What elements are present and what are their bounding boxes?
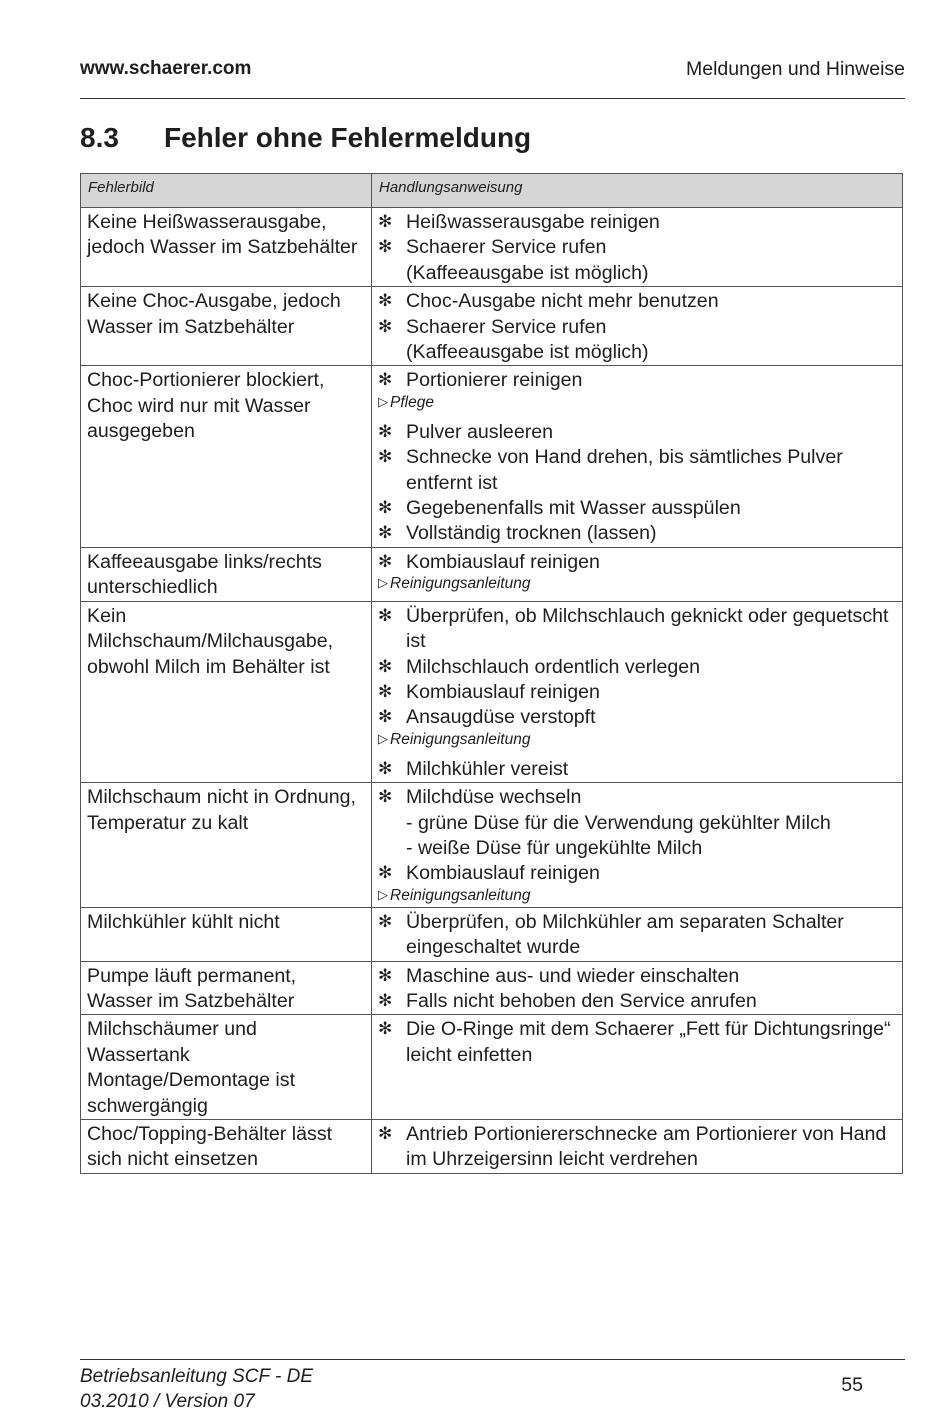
bullet-icon: ✻ (378, 990, 393, 1011)
table-row (81, 547, 903, 601)
action-text: Die O-Ringe mit dem Schaerer „Fett für Dichtungsringe“ leicht einfetten (406, 1018, 891, 1066)
bullet-icon: ✻ (378, 1124, 393, 1144)
action-note: - weiße Düse für ungekühlte Milch (406, 836, 703, 859)
bullet-icon: ✻ (378, 707, 393, 728)
action-item (378, 315, 896, 340)
action-item (378, 289, 896, 314)
action-text: Falls nicht behoben den Service anrufen (406, 989, 757, 1012)
section-title: Meldungen und Hinweise (686, 58, 905, 80)
document-title: Betriebsanleitung SCF - DE (80, 1366, 314, 1387)
triangle-right-icon: ▷ (378, 731, 388, 747)
fault-description: Kaffeeausgabe links/rechts unterschiedlich (81, 547, 372, 601)
chapter-heading (80, 122, 531, 154)
bullet-icon: ✻ (378, 447, 393, 468)
action-cell (372, 601, 903, 782)
bullet-icon: ✻ (378, 1019, 393, 1040)
action-item (378, 910, 896, 961)
page-number: 55 (841, 1374, 863, 1396)
triangle-right-icon: ▷ (378, 887, 388, 903)
reference-text: Reinigungsanleitung (390, 730, 531, 748)
table-row (81, 961, 903, 1015)
action-item (378, 235, 896, 260)
action-text: Maschine aus- und wieder einschalten (406, 964, 740, 987)
bullet-icon: ✻ (378, 863, 393, 884)
action-cell (372, 547, 903, 601)
bullet-icon: ✻ (378, 681, 393, 702)
action-item (378, 496, 896, 521)
chapter-title: Fehler ohne Fehlermeldung (164, 122, 532, 153)
action-note: (Kaffeeausgabe ist möglich) (406, 261, 649, 284)
fault-description: Choc-Portionierer blockiert, Choc wird nur mit Wasser ausgegeben (81, 366, 372, 547)
action-cell (372, 1015, 903, 1120)
page-header (80, 58, 905, 99)
action-cell (372, 783, 903, 908)
action-item (378, 604, 896, 655)
action-text: Choc-Ausgabe nicht mehr benutzen (406, 290, 719, 313)
bullet-icon: ✻ (378, 656, 393, 677)
fault-description: Pumpe läuft permanent, Wasser im Satzbehälter (81, 961, 372, 1015)
action-text: Gegebenenfalls mit Wasser ausspülen (406, 497, 741, 520)
triangle-right-icon: ▷ (378, 394, 388, 410)
action-item (378, 680, 896, 705)
chapter-number: 8.3 (80, 122, 119, 153)
fault-description: Keine Heißwasserausgabe, jedoch Wasser im Satzbehälter (81, 208, 372, 287)
table-row (81, 1015, 903, 1120)
table-header-row (81, 174, 903, 208)
action-text: Schaerer Service rufen (406, 315, 607, 338)
reference-text: Reinigungsanleitung (390, 575, 531, 593)
table-row (81, 287, 903, 366)
action-item (378, 705, 896, 730)
action-item (378, 757, 896, 782)
action-item (378, 989, 896, 1014)
action-text: Milchschlauch ordentlich verlegen (406, 655, 701, 678)
fault-description: Keine Choc-Ausgabe, jedoch Wasser im Satzbehälter (81, 287, 372, 366)
table-row (81, 907, 903, 961)
table-row (81, 208, 903, 287)
bullet-icon: ✻ (378, 758, 393, 779)
action-item (378, 785, 896, 810)
action-cell (372, 366, 903, 547)
action-text: Schnecke von Hand drehen, bis sämtliches Pulver entfernt ist (406, 446, 843, 494)
action-item (378, 368, 896, 393)
bullet-icon: ✻ (378, 237, 393, 258)
action-cell (372, 1120, 903, 1174)
fault-description: Milchkühler kühlt nicht (81, 907, 372, 961)
action-item (378, 550, 896, 575)
action-item (378, 210, 896, 235)
action-item (378, 1017, 896, 1068)
table-row (81, 601, 903, 782)
action-text: Portionierer reinigen (406, 369, 583, 392)
table-row (81, 783, 903, 908)
action-item (378, 655, 896, 680)
action-item (378, 964, 896, 989)
action-text: Kombiauslauf reinigen (406, 680, 600, 703)
column-header-fault: Fehlerbild (81, 174, 372, 208)
action-item (378, 861, 896, 886)
fault-description: Kein Milchschaum/Milchausgabe, obwohl Milch im Behälter ist (81, 601, 372, 782)
bullet-icon: ✻ (378, 787, 393, 808)
reference-link (378, 394, 896, 412)
action-text: Überprüfen, ob Milchkühler am separaten Schalter eingeschaltet wurde (406, 910, 844, 959)
action-text: Kombiauslauf reinigen (406, 862, 600, 885)
bullet-icon: ✻ (378, 421, 393, 442)
action-cell (372, 907, 903, 961)
bullet-icon: ✻ (378, 370, 393, 391)
action-item (378, 521, 896, 546)
bullet-icon: ✻ (378, 498, 393, 519)
action-text: Kombiauslauf reinigen (406, 550, 600, 573)
action-item (378, 1122, 896, 1173)
fault-description: Milchschäumer und Wassertank Montage/Demontage ist schwergängig (81, 1015, 372, 1120)
reference-link (378, 575, 896, 593)
bullet-icon: ✻ (378, 523, 393, 544)
action-text: Pulver ausleeren (406, 420, 554, 443)
column-header-action: Handlungsanweisung (372, 174, 903, 208)
reference-text: Reinigungsanleitung (390, 886, 531, 904)
reference-link (378, 887, 896, 905)
website-url: www.schaerer.com (80, 58, 252, 79)
fault-description: Choc/Topping-Behälter lässt sich nicht einsetzen (81, 1120, 372, 1174)
action-text: Heißwasserausgabe reinigen (406, 211, 660, 233)
reference-link (378, 731, 896, 749)
table-body (81, 208, 903, 1174)
action-note: - grüne Düse für die Verwendung gekühlter Milch (406, 811, 831, 834)
bullet-icon: ✻ (378, 911, 393, 932)
document-version: 03.2010 / Version 07 (80, 1391, 255, 1412)
bullet-icon: ✻ (378, 551, 393, 572)
action-text: Antrieb Portioniererschnecke am Portionierer von Hand im Uhrzeigersinn leicht verdrehen (406, 1123, 887, 1171)
bullet-icon: ✻ (378, 291, 393, 312)
action-text: Überprüfen, ob Milchschlauch geknickt oder gequetscht ist (406, 604, 889, 653)
bullet-icon: ✻ (378, 605, 393, 626)
fault-description: Milchschaum nicht in Ordnung, Temperatur zu kalt (81, 783, 372, 908)
fault-table (80, 173, 903, 1174)
table-row (81, 366, 903, 547)
action-item (378, 445, 896, 496)
action-text: Vollständig trocknen (lassen) (406, 522, 657, 545)
action-note: (Kaffeeausgabe ist möglich) (406, 341, 649, 364)
action-cell (372, 287, 903, 366)
action-text: Schaerer Service rufen (406, 236, 607, 259)
triangle-right-icon: ▷ (378, 576, 388, 592)
page-footer (80, 1359, 905, 1412)
bullet-icon: ✻ (378, 212, 393, 232)
table-row (81, 1120, 903, 1174)
bullet-icon: ✻ (378, 316, 393, 337)
action-text: Milchdüse wechseln (406, 786, 582, 809)
action-cell (372, 208, 903, 287)
reference-text: Pflege (390, 393, 434, 411)
action-text: Milchkühler vereist (406, 757, 569, 780)
action-cell (372, 961, 903, 1015)
action-text: Ansaugdüse verstopft (406, 706, 596, 729)
bullet-icon: ✻ (378, 965, 393, 986)
action-item (378, 420, 896, 445)
